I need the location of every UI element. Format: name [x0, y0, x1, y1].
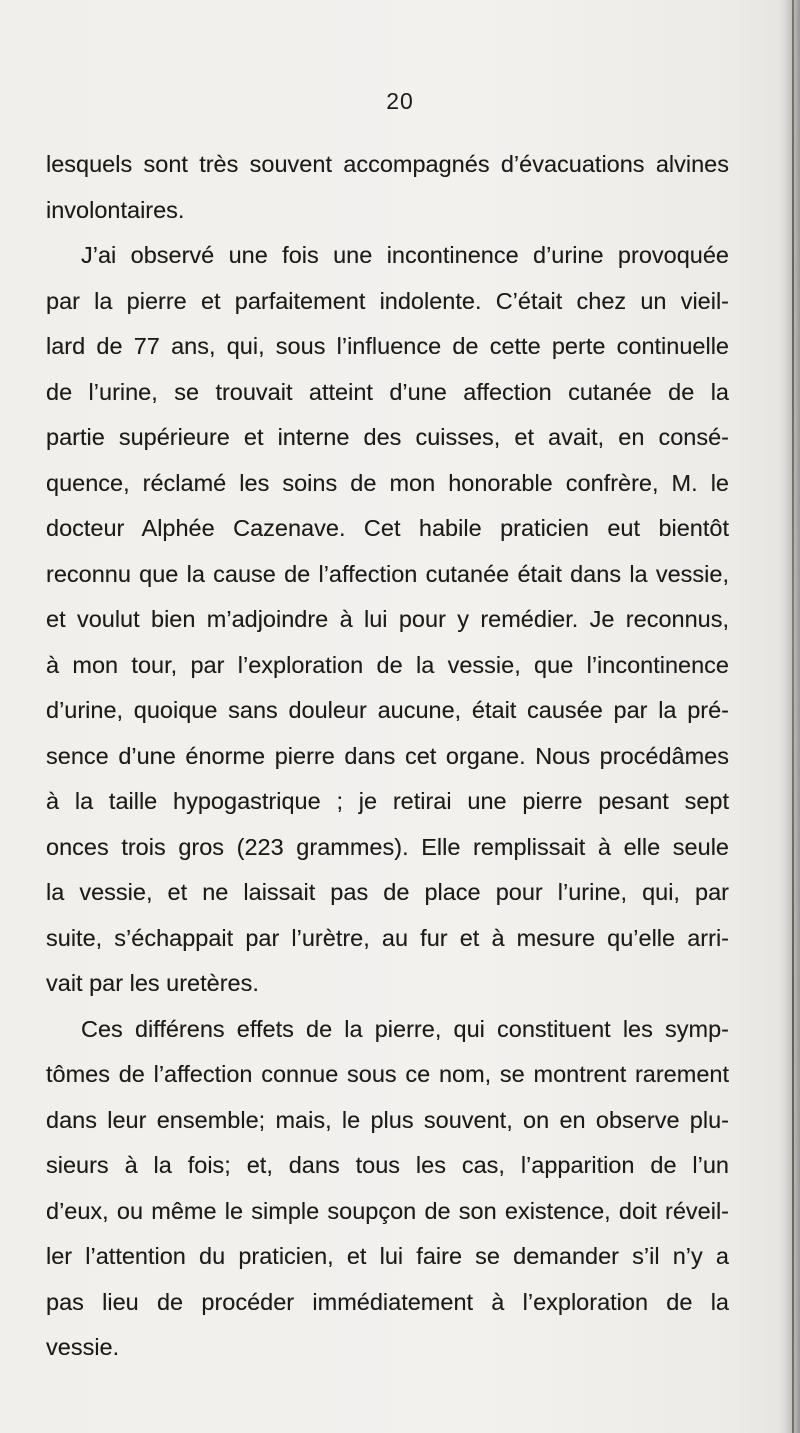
text-line: J’ai observé une fois une incontinence d’urine provoquée: [81, 242, 729, 268]
text-line: onces trois gros (223 grammes). Elle remplissait à elle seule: [46, 833, 729, 860]
text-line: partie supérieure et interne des cuisses, et avait, en consé-: [46, 424, 729, 450]
text-line: lesquels sont très souvent accompagnés d’évacuations alvines: [46, 151, 729, 177]
text-line: la vessie, et ne laissait pas de place pour l’urine, qui, par: [46, 879, 729, 905]
text-line: sence d’une énorme pierre dans cet organe. Nous procédâmes: [46, 742, 729, 769]
text-line: à la taille hypogastrique ; je retirai une pierre pesant sept: [46, 788, 729, 814]
page-edge-line: [792, 0, 794, 1433]
text-line: docteur Alphée Cazenave. Cet habile praticien eut bientôt: [46, 515, 729, 541]
text-line: reconnu que la cause de l’affection cutanée était dans la vessie,: [46, 560, 729, 587]
text-line: involontaires.: [46, 196, 185, 223]
text-line: de l’urine, se trouvait atteint d’une affection cutanée de la: [46, 378, 729, 405]
text-line: ler l’attention du praticien, et lui faire se demander s’il n’y a: [46, 1243, 729, 1269]
page-number: 20: [386, 88, 414, 114]
text-line: tômes de l’affection connue sous ce nom, se montrent rarement: [46, 1061, 729, 1087]
text-line: et voulut bien m’adjoindre à lui pour y remédier. Je reconnus,: [46, 606, 729, 632]
body-text: [46, 142, 729, 1371]
text-line: d’eux, ou même le simple soupçon de son existence, doit réveil-: [46, 1197, 729, 1224]
text-line: dans leur ensemble; mais, le plus souvent, on en observe plu-: [46, 1106, 729, 1133]
text-line: Ces différens effets de la pierre, qui constituent les symp-: [81, 1015, 729, 1042]
text-line: lard de 77 ans, qui, sous l’influence de cette perte continuelle: [46, 333, 729, 359]
text-line: sieurs à la fois; et, dans tous les cas, l’apparition de l’un: [46, 1152, 729, 1178]
text-line: pas lieu de procéder immédiatement à l’exploration de la: [46, 1288, 729, 1315]
text-line: vessie.: [46, 1334, 120, 1360]
text-line: vait par les uretères.: [46, 970, 259, 996]
text-line: d’urine, quoique sans douleur aucune, était causée par la pré-: [46, 697, 729, 723]
text-line: suite, s’échappait par l’urètre, au fur et à mesure qu’elle arri-: [46, 924, 729, 951]
text-line: par la pierre et parfaitement indolente. C’était chez un vieil-: [46, 287, 729, 314]
text-line: quence, réclamé les soins de mon honorable confrère, M. le: [46, 469, 729, 496]
page-edge-shadow: [778, 0, 800, 1433]
text-line: à mon tour, par l’exploration de la vessie, que l’incontinence: [46, 651, 729, 678]
